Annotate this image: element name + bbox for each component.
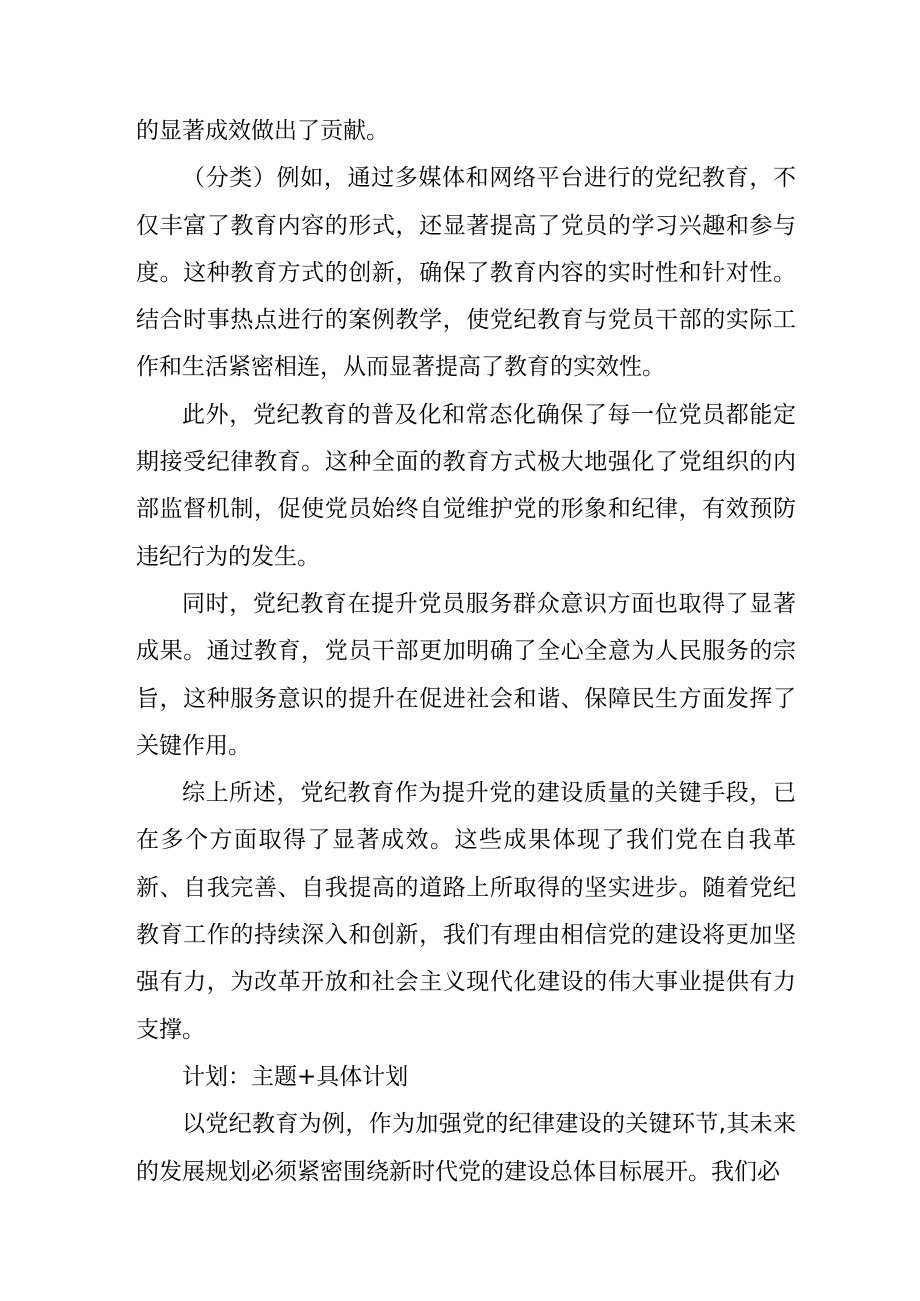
document-body	[136, 108, 796, 1196]
paragraph-plan-heading: 计划：主题+具体计划	[182, 1063, 409, 1090]
paragraph-popularization: 此外，党纪教育的普及化和常态化确保了每一位党员都能定期接受纪律教育。这种全面的教育方式极大地强化了党组织的内部监督机制，促使党员始终自觉维护党的形象和纪律，有效预防违纪行为的发生。	[136, 401, 796, 570]
paragraph-summary: 综上所述，党纪教育作为提升党的建设质量的关键手段，已在多个方面取得了显著成效。这些成果体现了我们党在自我革新、自我完善、自我提高的道路上所取得的坚实进步。随着党纪教育工作的持续深入和创新，我们有理由相信党的建设将更加坚强有力，为改革开放和社会主义现代化建设的伟大事业提供有力支撑。	[136, 780, 796, 1043]
paragraph-service-awareness: 同时，党纪教育在提升党员服务群众意识方面也取得了显著成果。通过教育，党员干部更加明确了全心全意为人民服务的宗旨，这种服务意识的提升在促进社会和谐、保障民生方面发挥了关键作用。	[136, 590, 796, 759]
paragraph-classification-example: （分类）例如，通过多媒体和网络平台进行的党纪教育，不仅丰富了教育内容的形式，还显著提高了党员的学习兴趣和参与度。这种教育方式的创新，确保了教育内容的实时性和针对性。结合时事热点进行的案例教学，使党纪教育与党员干部的实际工作和生活紧密相连，从而显著提高了教育的实效性。	[136, 165, 796, 381]
paragraph-plan-body: 以党纪教育为例，作为加强党的纪律建设的关键环节,其未来的发展规划必须紧密围绕新时代党的建设总体目标展开。我们必	[136, 1111, 796, 1185]
paragraph-continuation: 的显著成效做出了贡献。	[136, 118, 389, 144]
